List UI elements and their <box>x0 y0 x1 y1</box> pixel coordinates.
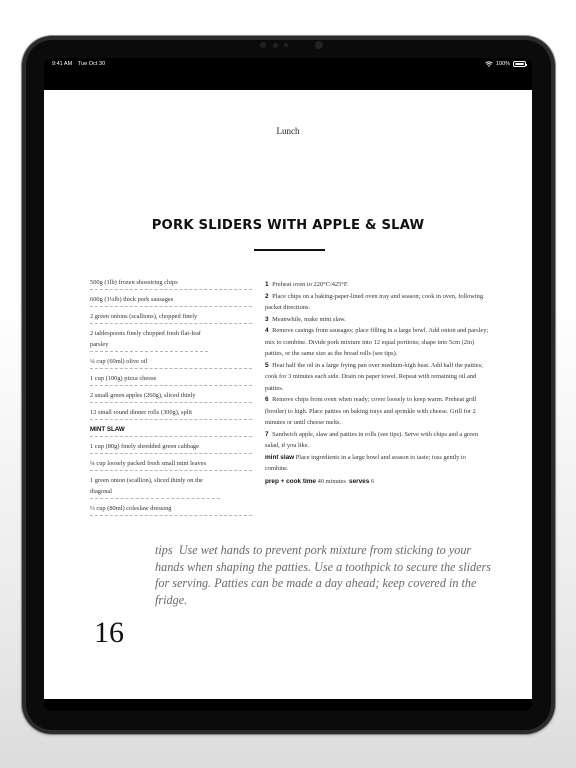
slaw-ingredient-item: 1 cup (80g) finely shredded green cabbage <box>90 441 252 454</box>
slaw-ingredient-item: ¼ cup loosely packed fresh small mint leaves <box>90 458 252 471</box>
step-number: 2 <box>265 292 269 300</box>
battery-icon <box>513 61 526 67</box>
step-text: Remove casings from sausages; place filling in a large bowl. Add onion and parsley; mix to combine. Divide pork mixture into 12 equal portions; shape into 5cm (2in) patties, or the same size as the bread rolls (see tips). <box>265 327 489 357</box>
camera-lens <box>284 43 288 47</box>
mint-slaw-method <box>265 452 489 475</box>
step-text: Heat half the oil in a large frying pan over medium-high heat. Add half the patties; cook for 3 minutes each side. Drain on paper towel. Repeat with remaining oil and patties. <box>265 361 483 392</box>
ingredient-item: 12 small round dinner rolls (300g), split <box>90 407 252 420</box>
step-text: Remove chips from oven when ready; cover loosely to keep warm. Preheat grill (broiler) to high. Place patties on baking trays and sprinkle with cheese. Grill for 2 minutes or until cheese melts. <box>265 396 477 426</box>
step-text: Meanwhile, make mint slaw. <box>272 315 346 323</box>
method-step <box>265 314 489 326</box>
method-step <box>265 429 489 452</box>
mint-slaw-label: mint slaw <box>265 453 295 461</box>
recipe-title: PORK SLIDERS WITH APPLE & SLAW <box>151 218 425 233</box>
step-number: 6 <box>265 396 269 403</box>
ingredient-item: 2 tablespoons finely chopped fresh flat-leaf parsley <box>90 328 208 352</box>
tips-block <box>155 542 495 608</box>
status-right <box>485 58 526 70</box>
step-number: 4 <box>265 327 269 334</box>
method-step <box>265 291 489 314</box>
recipe-meta <box>265 476 489 488</box>
status-time: 9:41 AM <box>52 61 73 67</box>
method-step <box>265 279 489 291</box>
prep-label: prep + cook time <box>265 477 316 485</box>
ingredient-item: 2 small green apples (260g), sliced thinly <box>90 390 252 403</box>
battery-fill <box>515 63 524 65</box>
method-steps <box>265 279 489 487</box>
step-text: Sandwich apple, slaw and patties in rolls (see tips). Serve with chips and a green salad, if you like. <box>265 430 479 449</box>
camera-sensor <box>273 43 278 48</box>
tips-label: tips <box>155 543 173 557</box>
method-step <box>265 360 489 395</box>
slaw-ingredient-item: 1 green onion (scallion), sliced thinly on the diagonal <box>90 475 220 499</box>
step-text: Place chips on a baking-paper-lined oven tray and season; cook in oven, following packet directions. <box>265 292 484 311</box>
ingredient-item: 2 green onions (scallions), chopped finely <box>90 311 252 324</box>
step-number: 3 <box>265 315 269 323</box>
wifi-icon <box>485 61 493 67</box>
status-date: Tue Oct 30 <box>78 61 106 67</box>
front-camera <box>260 42 266 48</box>
prep-value: 40 minutes <box>317 477 346 485</box>
page-number: 16 <box>94 616 124 649</box>
book-page[interactable] <box>44 90 532 699</box>
ingredients-list <box>90 277 252 520</box>
tips-text: Use wet hands to prevent pork mixture from sticking to your hands when shaping the patties. Use a toothpick to secure the sliders for serving. Patties can be made a day ahead; keep covered in the fridge. <box>155 543 492 607</box>
method-step <box>265 394 489 429</box>
battery-tip <box>526 64 527 66</box>
proximity-sensor <box>315 41 323 49</box>
battery-percent: 100% <box>495 61 510 67</box>
step-number: 5 <box>265 361 269 369</box>
method-step <box>265 325 489 360</box>
serves-label: serves <box>349 477 370 485</box>
step-number: 1 <box>265 281 269 288</box>
ingredient-item: ¼ cup (60ml) olive oil <box>90 356 252 369</box>
step-number: 7 <box>265 430 269 438</box>
step-text: Preheat oven to 220°C/425°F. <box>272 281 349 288</box>
serves-value: 6 <box>370 477 375 485</box>
screen <box>44 58 532 711</box>
slaw-ingredient-item: ⅓ cup (80ml) coleslaw dressing <box>90 503 252 516</box>
title-divider <box>254 249 325 251</box>
mint-slaw-heading: MINT SLAW <box>90 424 252 437</box>
ingredient-item: 1 cup (100g) pizza cheese <box>90 373 252 386</box>
mint-slaw-text: Place ingredients in a large bowl and season to taste; toss gently to combine. <box>265 453 466 472</box>
section-heading: Lunch <box>276 126 300 136</box>
status-bar <box>44 58 532 70</box>
ingredient-item: 600g (1¼lb) thick pork sausages <box>90 294 252 307</box>
ingredient-item: 500g (1lb) frozen shoestring chips <box>90 277 252 290</box>
